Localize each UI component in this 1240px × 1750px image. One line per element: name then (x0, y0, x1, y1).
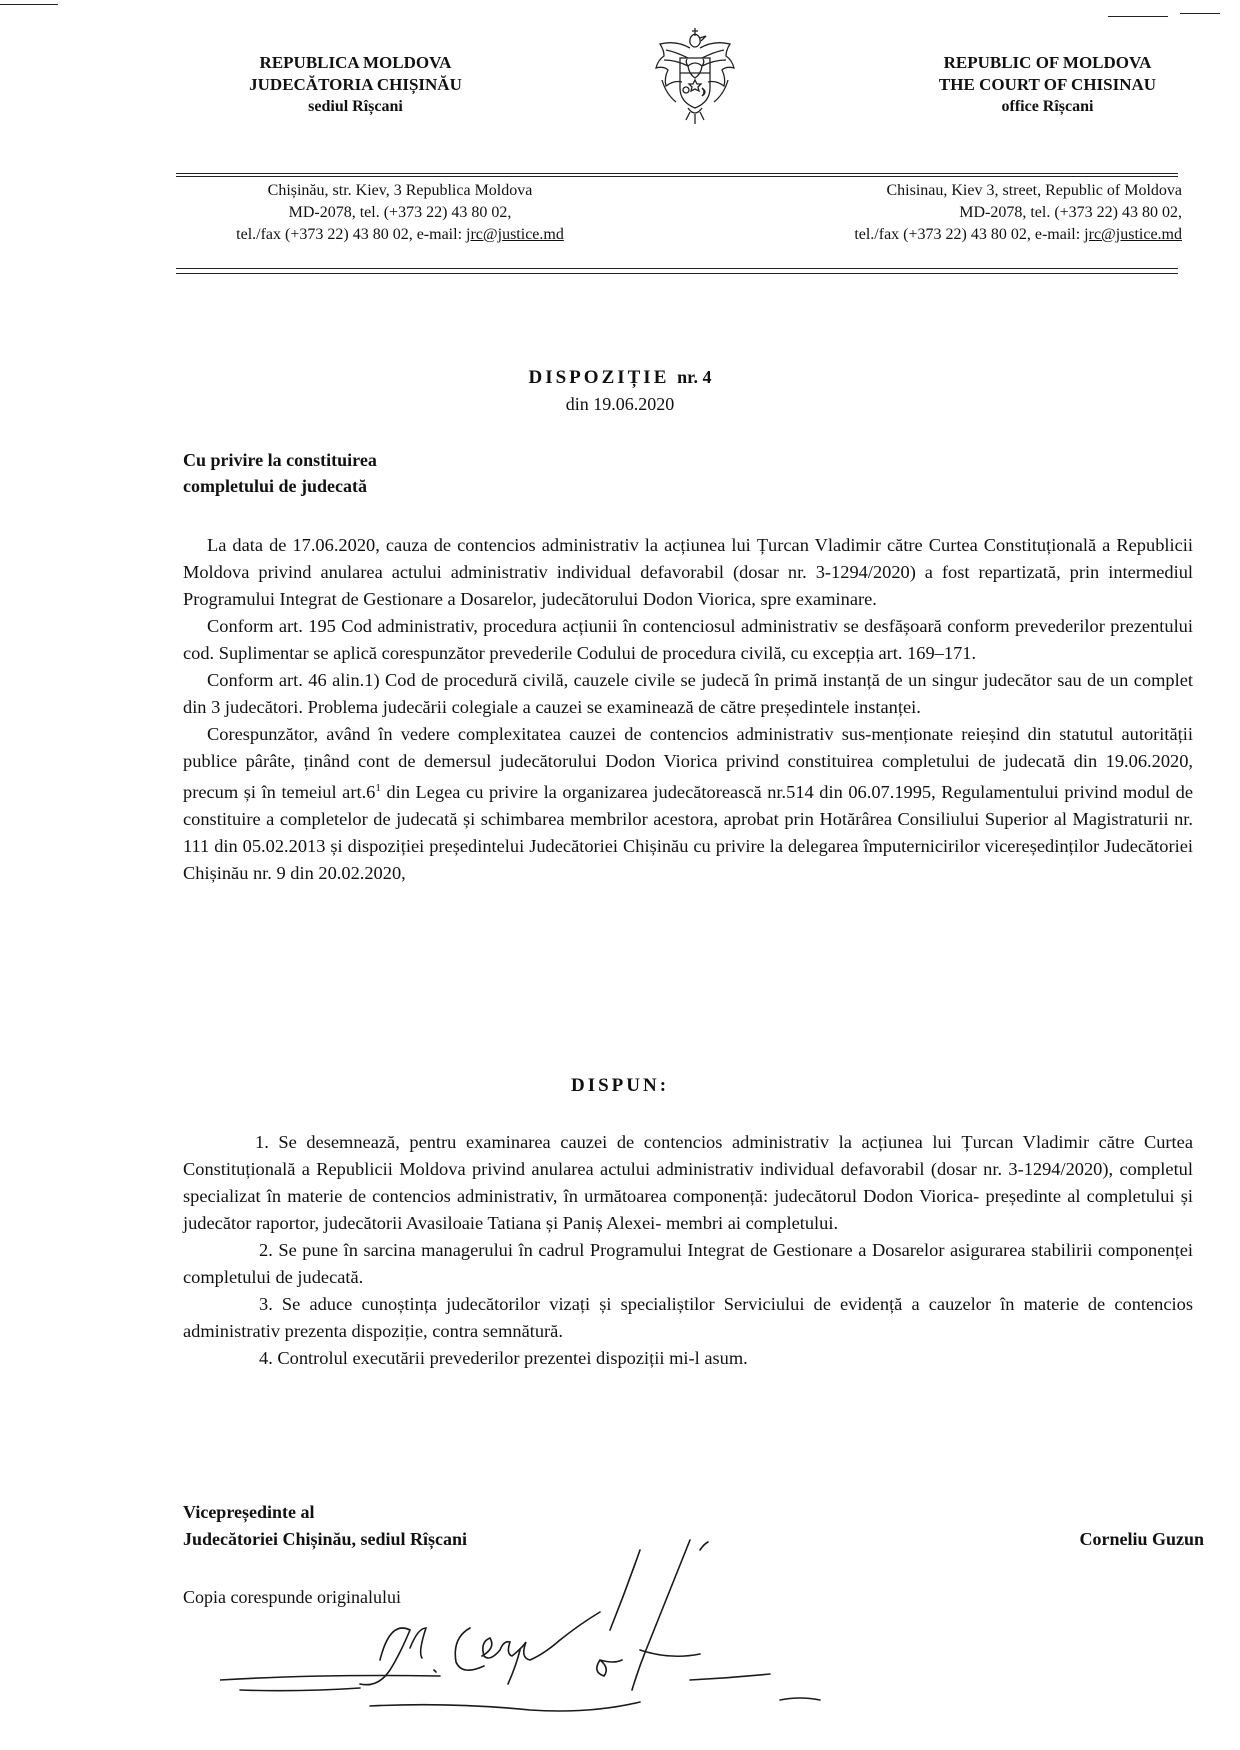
document-number: nr. 4 (677, 367, 712, 387)
order-item-3: 3. Se aduce cunoștința judecătorilor vizați și specialiștilor Serviciului de evidență a cauzelor în materie de contencios administrativ prezenta dispoziție, contra semnătură. (183, 1294, 1193, 1341)
header-right (870, 52, 1225, 118)
header-left (178, 52, 533, 118)
email-link-right[interactable]: jrc@justice.md (1084, 226, 1182, 243)
address-right-contact (712, 224, 1182, 246)
header-right-country: REPUBLIC OF MOLDOVA (943, 53, 1152, 72)
address-left-phone: MD-2078, tel. (+373 22) 43 80 02, (288, 204, 512, 221)
header-rule-bottom (176, 268, 1178, 269)
document-date: din 19.06.2020 (565, 394, 675, 414)
signatory-title-line-2: Judecătoriei Chișinău, sediul Rîșcani (183, 1529, 468, 1549)
address-right-fax: tel./fax (+373 22) 43 80 02, e-mail: (854, 226, 1085, 243)
address-right (712, 180, 1182, 246)
address-left-contact (190, 224, 610, 246)
address-left (190, 180, 610, 246)
document-subject (183, 447, 583, 499)
header-right-office: office Rîșcani (1001, 98, 1094, 115)
document-body (183, 532, 1193, 887)
address-right-phone: MD-2078, tel. (+373 22) 43 80 02, (959, 204, 1182, 221)
email-link-left[interactable]: jrc@justice.md (466, 226, 564, 243)
handwritten-signature (220, 1530, 940, 1720)
signatory-name: Corneliu Guzun (1079, 1529, 1204, 1549)
scan-mark (1108, 16, 1168, 17)
address-left-fax: tel./fax (+373 22) 43 80 02, e-mail: (236, 226, 467, 243)
copy-certification-note: Copia corespunde originalului (183, 1587, 401, 1607)
body-paragraph-4 (183, 721, 1193, 887)
header-left-court: JUDECĂTORIA CHIȘINĂU (249, 75, 462, 94)
order-item-2: 2. Se pune în sarcina managerului în cadrul Programului Integrat de Gestionare a Dosarelor asigurarea stabilirii componenței completului de judecată. (183, 1240, 1193, 1287)
header-rule-top-2 (176, 176, 1178, 177)
document-title-block (420, 364, 820, 417)
subject-line-2: completului de judecată (183, 476, 367, 496)
body-paragraph-4-part-1: Corespunzător, având în vedere complexitatea cauzei de contencios administrativ sus-menționate reieșind din statutul autorității publice pârâte, ținând cont de demersul judecătorului Dodon Viorica privind constituirea completului de judecată din 19.06.2020, precum și în temeiul art.6 (183, 724, 1193, 803)
scan-mark (0, 4, 58, 5)
document-title-word: DISPOZIȚIE (528, 367, 670, 388)
document-title (420, 364, 820, 391)
address-right-street: Chisinau, Kiev 3, street, Republic of Moldova (886, 182, 1182, 199)
signatory-title-line-1: Vicepreședinte al (183, 1502, 315, 1522)
moldova-coat-of-arms-icon (652, 28, 738, 126)
scan-mark (1180, 13, 1220, 14)
header-right-court: THE COURT OF CHISINAU (938, 75, 1157, 94)
body-paragraph-4-part-2: din Legea cu privire la organizarea judecătorească nr.514 din 06.07.1995, Regulamentului privind modul de constituire a completelor de judecată și schimbarea membrilor acestora, aprobat prin Hotărârea Consiliului Superior al Magistraturii nr. 111 din 05.02.2013 și dispoziției președintelui Judecătoriei Chișinău cu privire la delegarea împuternicirilor vicereședinților Judecătoriei Chișinău nr. 9 din 20.02.2020, (183, 782, 1193, 884)
order-item-4: 4. Controlul executării prevederilor prezentei dispoziții mi-l asum. (259, 1348, 748, 1368)
subject-line-1: Cu privire la constituirea (183, 450, 377, 470)
header-left-country: REPUBLICA MOLDOVA (259, 53, 452, 72)
header-rule-top (176, 173, 1178, 174)
body-paragraph-3: Conform art. 46 alin.1) Cod de procedură civilă, cauzele civile se judecă în primă instanță de un singur judecător sau de un complet din 3 judecători. Problema judecării colegiale a cauzei se examinează de către președintele instanței. (183, 670, 1193, 717)
body-paragraph-2: Conform art. 195 Cod administrativ, procedura acțiunii în contenciosul administrativ se desfășoară conform prevederilor prezentului cod. Suplimentar se aplică corespunzător prevederile Codului de procedura civilă, cu excepția art. 169–171. (183, 616, 1193, 663)
orders-list (183, 1129, 1193, 1372)
header-left-office: sediul Rîșcani (308, 98, 403, 115)
article-superscript: 1 (375, 782, 381, 794)
order-item-1: 1. Se desemnează, pentru examinarea cauzei de contencios administrativ la acțiunea lui Țurcan Vladimir către Curtea Constituțională a Republicii Moldova privind anularea actului administrativ individual defavorabil (dosar nr. 3-1294/2020), completul specializat în materie de contencios administrativ, în următoarea componență: judecătorul Dodon Viorica- președinte al completului și judecător raportor, judecătorii Avasiloaie Tatiana și Paniș Alexei- membri ai completului. (183, 1132, 1193, 1233)
dispun-heading: DISPUN: (570, 1075, 670, 1096)
body-paragraph-1: La data de 17.06.2020, cauza de contencios administrativ la acțiunea lui Țurcan Vladimir către Curtea Constituțională a Republicii Moldova privind anularea actului administrativ individual defavorabil (dosar nr. 3-1294/2020) a fost repartizată, prin intermediul Programului Integrat de Gestionare a Dosarelor, judecătorului Dodon Viorica, spre examinare. (183, 535, 1193, 609)
header-rule-bottom-2 (176, 273, 1178, 274)
address-left-street: Chișinău, str. Kiev, 3 Republica Moldova (267, 182, 533, 199)
